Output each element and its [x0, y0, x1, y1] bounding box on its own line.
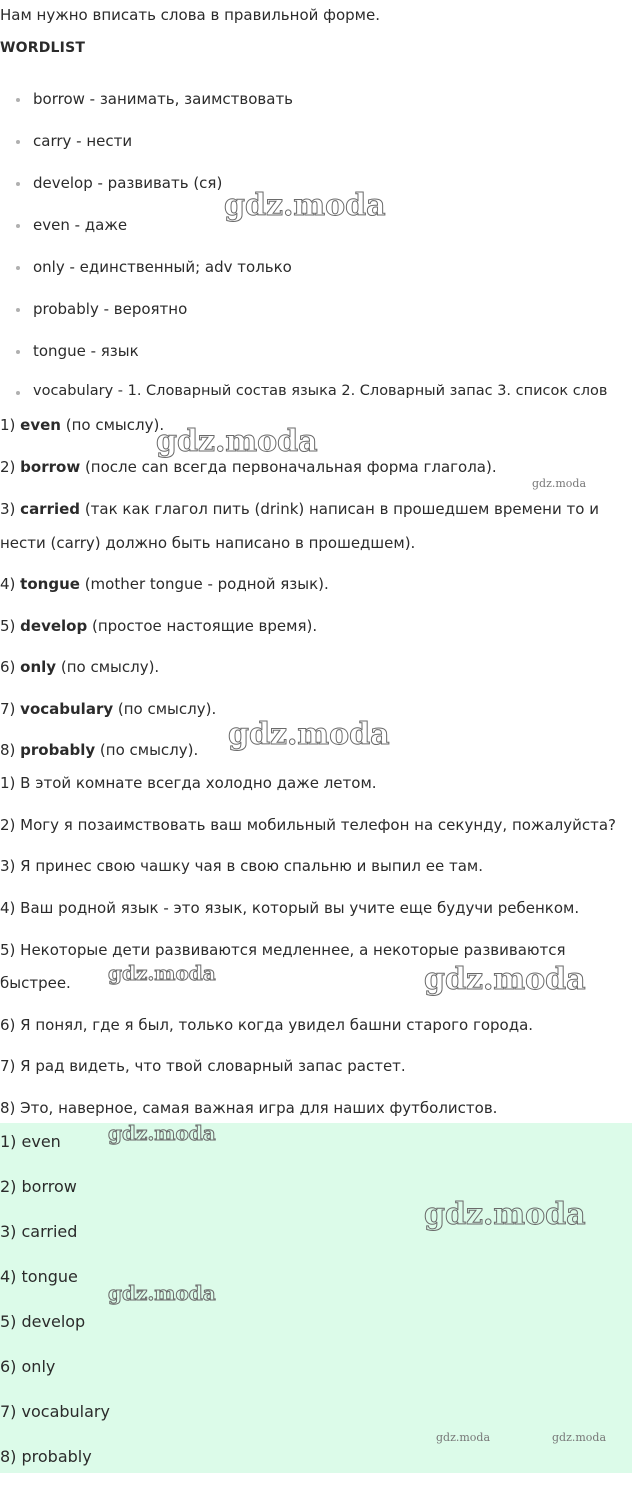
watermark: gdz.moda	[436, 1431, 491, 1444]
watermark: gdz.moda	[228, 717, 390, 752]
explanation-line: 2) borrow (после can всегда первоначальная форма глагола).	[0, 458, 497, 476]
explanation-line: 6) only (по смыслу).	[0, 658, 160, 676]
answer-line: 5) develop	[0, 1312, 86, 1331]
answers-box	[0, 1123, 632, 1473]
translation-line: 4) Ваш родной язык - это язык, который вы учите еще будучи ребенком.	[0, 899, 580, 917]
watermark: gdz.moda	[108, 1121, 216, 1145]
wordlist-item: probably - вероятно	[33, 300, 187, 318]
bullet-icon	[16, 266, 20, 270]
answer-line: 1) even	[0, 1132, 61, 1151]
translation-line: 6) Я понял, где я был, только когда увидел башни старого города.	[0, 1016, 534, 1034]
bullet-icon	[16, 182, 20, 186]
watermark: gdz.moda	[424, 1197, 586, 1232]
bullet-icon	[16, 224, 20, 228]
translation-line: быстрее.	[0, 974, 71, 992]
watermark: gdz.moda	[108, 961, 216, 985]
explanation-line: 7) vocabulary (по смыслу).	[0, 700, 217, 718]
translation-line: 1) В этой комнате всегда холодно даже летом.	[0, 774, 377, 792]
watermark: gdz.moda	[224, 188, 386, 223]
bullet-icon	[16, 391, 20, 395]
wordlist-heading: WORDLIST	[0, 40, 86, 56]
wordlist-item: only - единственный; adv только	[33, 258, 292, 276]
explanation-line: 4) tongue (mother tongue - родной язык).	[0, 575, 329, 593]
wordlist-item: even - даже	[33, 216, 127, 234]
watermark: gdz.moda	[108, 1281, 216, 1305]
watermark: gdz.moda	[552, 1431, 607, 1444]
bullet-icon	[16, 350, 20, 354]
watermark: gdz.moda	[424, 962, 586, 997]
answer-line: 3) carried	[0, 1222, 78, 1241]
explanation-line: 1) even (по смыслу).	[0, 416, 165, 434]
translation-line: 2) Могу я позаимствовать ваш мобильный телефон на секунду, пожалуйста?	[0, 816, 616, 834]
intro-text: Нам нужно вписать слова в правильной форме.	[0, 6, 380, 24]
wordlist-item: vocabulary - 1. Словарный состав языка 2. Словарный запас 3. список слов	[33, 383, 607, 399]
explanation-line: 8) probably (по смыслу).	[0, 741, 199, 759]
answer-line: 8) probably	[0, 1447, 92, 1466]
bullet-icon	[16, 140, 20, 144]
translation-line: 8) Это, наверное, самая важная игра для наших футболистов.	[0, 1099, 498, 1117]
wordlist-item: tongue - язык	[33, 342, 139, 360]
answer-line: 4) tongue	[0, 1267, 78, 1286]
answer-line: 7) vocabulary	[0, 1402, 110, 1421]
watermark: gdz.moda	[156, 424, 318, 459]
translation-line: 3) Я принес свою чашку чая в свою спальню и выпил ее там.	[0, 857, 483, 875]
watermark: gdz.moda	[532, 477, 587, 490]
wordlist-item: develop - развивать (ся)	[33, 174, 222, 192]
wordlist-item: borrow - занимать, заимствовать	[33, 90, 293, 108]
explanation-line: 3) carried (так как глагол пить (drink) написан в прошедшем времени то и	[0, 500, 599, 518]
bullet-icon	[16, 98, 20, 102]
explanation-line: 5) develop (простое настоящие время).	[0, 617, 318, 635]
wordlist-item: carry - нести	[33, 132, 132, 150]
explanation-line-continued: нести (carry) должно быть написано в прошедшем).	[0, 534, 416, 552]
translation-line: 7) Я рад видеть, что твой словарный запас растет.	[0, 1057, 406, 1075]
answer-line: 2) borrow	[0, 1177, 77, 1196]
translation-line: 5) Некоторые дети развиваются медленнее, а некоторые развиваются	[0, 941, 566, 959]
bullet-icon	[16, 308, 20, 312]
answer-line: 6) only	[0, 1357, 56, 1376]
